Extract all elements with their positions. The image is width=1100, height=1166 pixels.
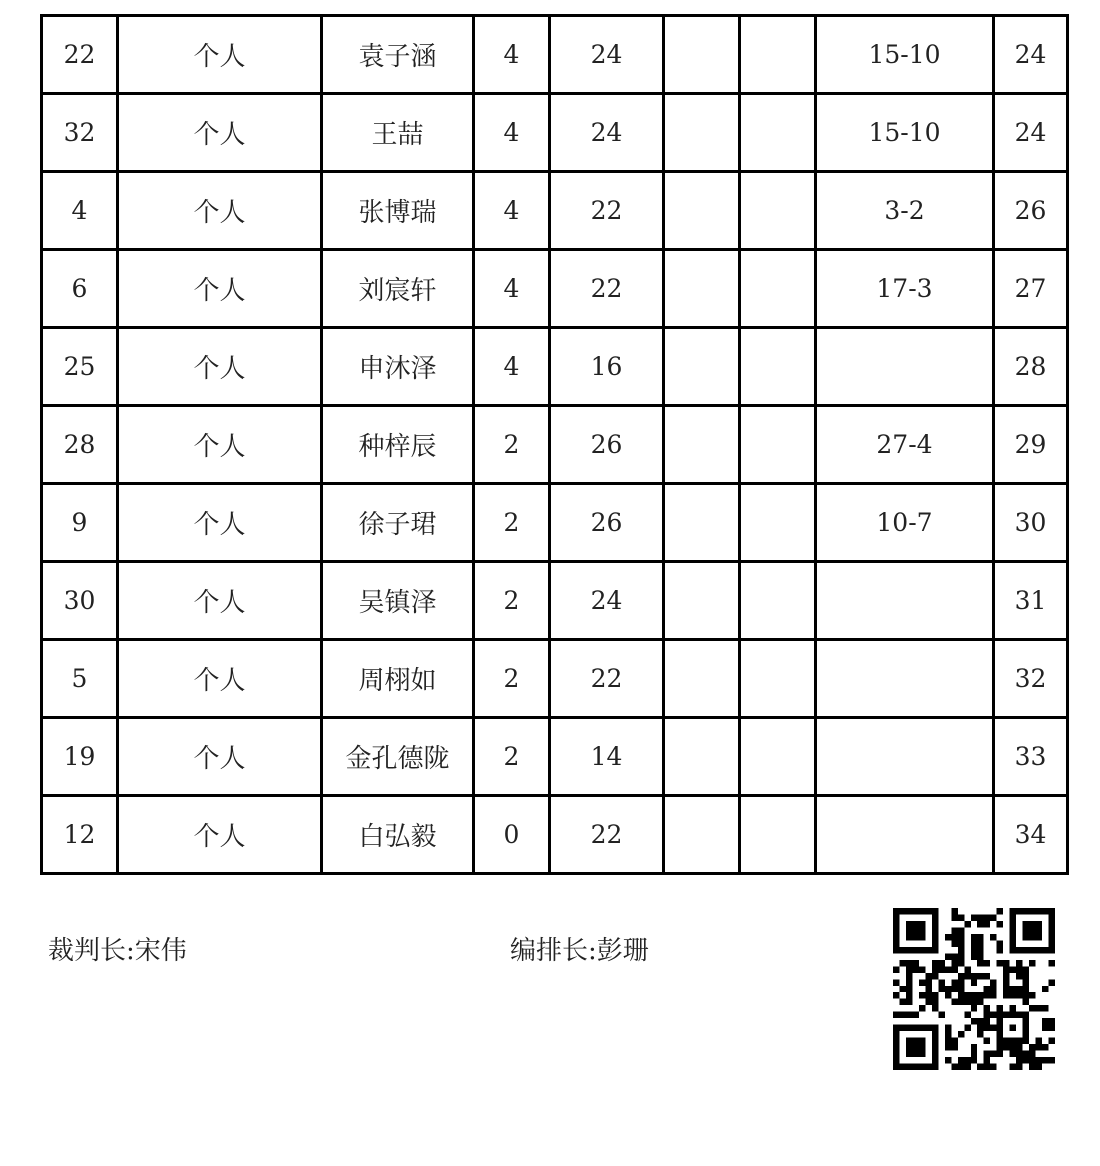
- blank-cell: [664, 718, 740, 796]
- table-row: [42, 796, 1068, 874]
- blank-cell: [740, 94, 816, 172]
- score-cell: 0: [474, 796, 550, 874]
- table-row: [42, 406, 1068, 484]
- name-cell: 张博瑞: [322, 172, 474, 250]
- score-cell: 4: [474, 328, 550, 406]
- tiebreak-cell: [816, 718, 994, 796]
- seq-cell: 6: [42, 250, 118, 328]
- rank-cell: 31: [994, 562, 1068, 640]
- points-cell: 26: [550, 484, 664, 562]
- blank-cell: [740, 250, 816, 328]
- table-row: [42, 328, 1068, 406]
- score-cell: 4: [474, 172, 550, 250]
- name-cell: 刘宸轩: [322, 250, 474, 328]
- tiebreak-cell: 15-10: [816, 94, 994, 172]
- name-cell: 袁子涵: [322, 16, 474, 94]
- blank-cell: [740, 16, 816, 94]
- table-row: [42, 562, 1068, 640]
- rank-cell: 30: [994, 484, 1068, 562]
- score-cell: 2: [474, 484, 550, 562]
- type-cell: 个人: [118, 562, 322, 640]
- seq-cell: 25: [42, 328, 118, 406]
- blank-cell: [740, 484, 816, 562]
- seq-cell: 12: [42, 796, 118, 874]
- score-cell: 2: [474, 718, 550, 796]
- table-body: [42, 16, 1068, 874]
- rank-cell: 32: [994, 640, 1068, 718]
- points-cell: 22: [550, 640, 664, 718]
- name-cell: 王喆: [322, 94, 474, 172]
- type-cell: 个人: [118, 406, 322, 484]
- type-cell: 个人: [118, 250, 322, 328]
- blank-cell: [664, 796, 740, 874]
- score-cell: 4: [474, 16, 550, 94]
- points-cell: 22: [550, 172, 664, 250]
- points-cell: 22: [550, 796, 664, 874]
- tiebreak-cell: [816, 640, 994, 718]
- blank-cell: [664, 94, 740, 172]
- rank-cell: 29: [994, 406, 1068, 484]
- name-cell: 种梓辰: [322, 406, 474, 484]
- blank-cell: [664, 16, 740, 94]
- type-cell: 个人: [118, 640, 322, 718]
- name-cell: 申沐泽: [322, 328, 474, 406]
- score-cell: 2: [474, 562, 550, 640]
- blank-cell: [664, 406, 740, 484]
- type-cell: 个人: [118, 16, 322, 94]
- rank-cell: 24: [994, 16, 1068, 94]
- tiebreak-cell: 17-3: [816, 250, 994, 328]
- blank-cell: [664, 484, 740, 562]
- blank-cell: [740, 328, 816, 406]
- tiebreak-cell: 27-4: [816, 406, 994, 484]
- score-cell: 2: [474, 640, 550, 718]
- tiebreak-cell: 3-2: [816, 172, 994, 250]
- points-cell: 26: [550, 406, 664, 484]
- points-cell: 22: [550, 250, 664, 328]
- seq-cell: 22: [42, 16, 118, 94]
- rank-cell: 27: [994, 250, 1068, 328]
- seq-cell: 28: [42, 406, 118, 484]
- table-row: [42, 172, 1068, 250]
- tiebreak-cell: 10-7: [816, 484, 994, 562]
- name-cell: 周栩如: [322, 640, 474, 718]
- points-cell: 24: [550, 562, 664, 640]
- blank-cell: [740, 640, 816, 718]
- rank-cell: 26: [994, 172, 1068, 250]
- seq-cell: 4: [42, 172, 118, 250]
- table-row: [42, 484, 1068, 562]
- table-row: [42, 94, 1068, 172]
- blank-cell: [740, 796, 816, 874]
- table-row: [42, 250, 1068, 328]
- blank-cell: [740, 172, 816, 250]
- tiebreak-cell: [816, 328, 994, 406]
- blank-cell: [664, 250, 740, 328]
- score-cell: 2: [474, 406, 550, 484]
- tiebreak-cell: [816, 796, 994, 874]
- seq-cell: 30: [42, 562, 118, 640]
- chief-referee-label: 裁判长:宋伟: [48, 936, 187, 966]
- chief-scheduler-label: 编排长:彭珊: [510, 936, 649, 966]
- type-cell: 个人: [118, 718, 322, 796]
- name-cell: 金孔德陇: [322, 718, 474, 796]
- results-table: [40, 14, 1069, 875]
- blank-cell: [664, 172, 740, 250]
- type-cell: 个人: [118, 796, 322, 874]
- points-cell: 14: [550, 718, 664, 796]
- score-cell: 4: [474, 250, 550, 328]
- seq-cell: 19: [42, 718, 118, 796]
- blank-cell: [740, 718, 816, 796]
- rank-cell: 24: [994, 94, 1068, 172]
- points-cell: 24: [550, 94, 664, 172]
- blank-cell: [740, 406, 816, 484]
- points-cell: 16: [550, 328, 664, 406]
- rank-cell: 34: [994, 796, 1068, 874]
- qr-code-icon: [893, 908, 1055, 1070]
- name-cell: 白弘毅: [322, 796, 474, 874]
- points-cell: 24: [550, 16, 664, 94]
- table-row: [42, 718, 1068, 796]
- type-cell: 个人: [118, 484, 322, 562]
- seq-cell: 32: [42, 94, 118, 172]
- rank-cell: 33: [994, 718, 1068, 796]
- score-cell: 4: [474, 94, 550, 172]
- table-row: [42, 16, 1068, 94]
- tiebreak-cell: 15-10: [816, 16, 994, 94]
- rank-cell: 28: [994, 328, 1068, 406]
- type-cell: 个人: [118, 172, 322, 250]
- type-cell: 个人: [118, 328, 322, 406]
- type-cell: 个人: [118, 94, 322, 172]
- name-cell: 徐子珺: [322, 484, 474, 562]
- name-cell: 吴镇泽: [322, 562, 474, 640]
- blank-cell: [664, 562, 740, 640]
- seq-cell: 5: [42, 640, 118, 718]
- blank-cell: [664, 328, 740, 406]
- blank-cell: [740, 562, 816, 640]
- seq-cell: 9: [42, 484, 118, 562]
- table-row: [42, 640, 1068, 718]
- blank-cell: [664, 640, 740, 718]
- tiebreak-cell: [816, 562, 994, 640]
